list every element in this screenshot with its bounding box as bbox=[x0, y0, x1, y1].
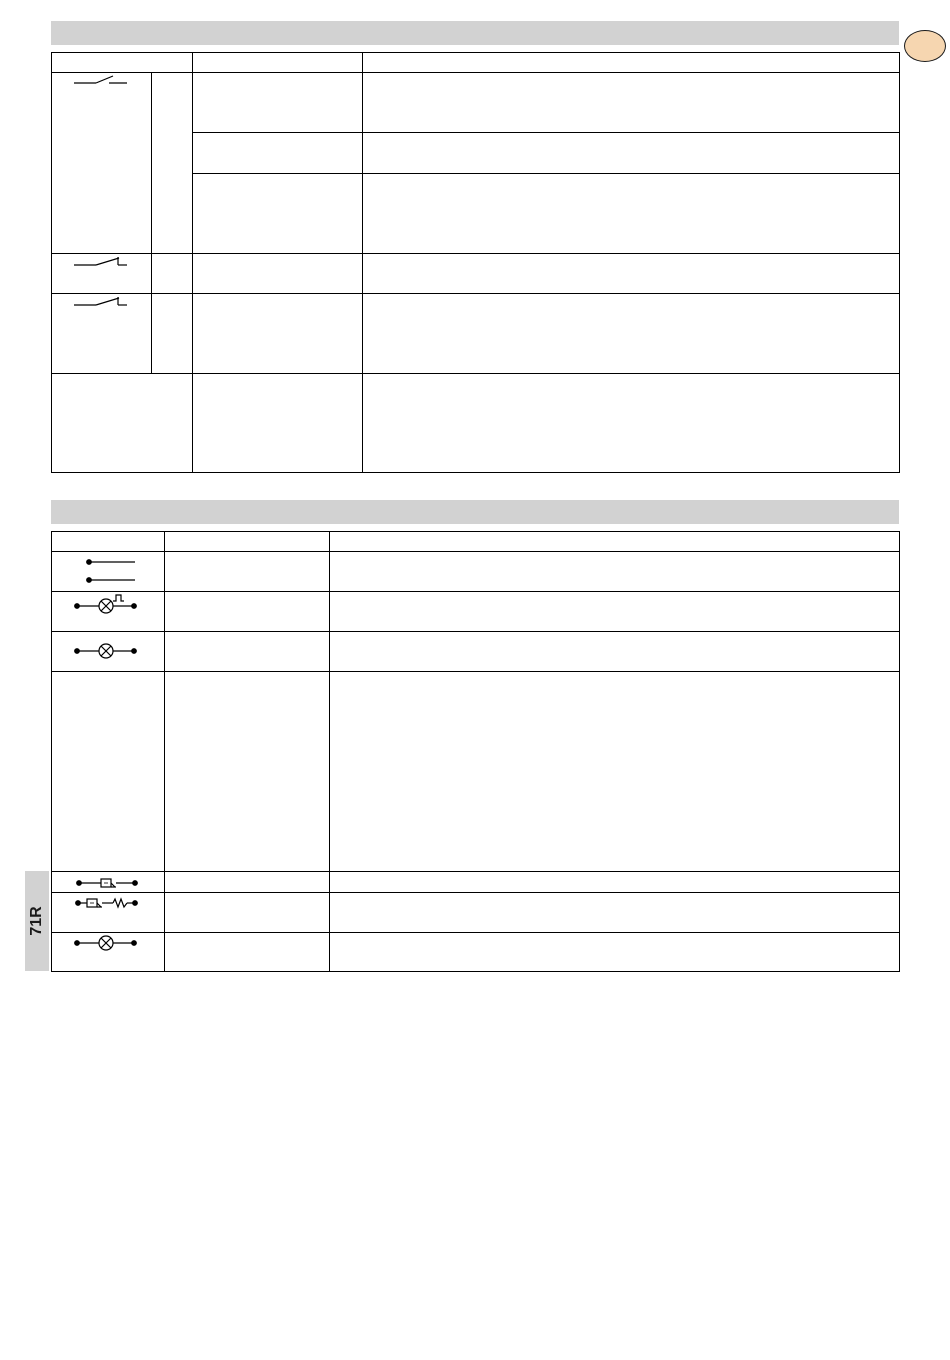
lamp-icon bbox=[75, 644, 137, 658]
side-tab-label: 71R bbox=[28, 906, 45, 936]
valve-with-resistor-icon bbox=[76, 899, 138, 907]
side-tab bbox=[25, 871, 49, 971]
two-wire-terminals-icon bbox=[87, 560, 135, 583]
lamp-icon bbox=[75, 936, 137, 950]
flashing-lamp-icon bbox=[75, 595, 137, 613]
valve-icon bbox=[77, 879, 138, 887]
